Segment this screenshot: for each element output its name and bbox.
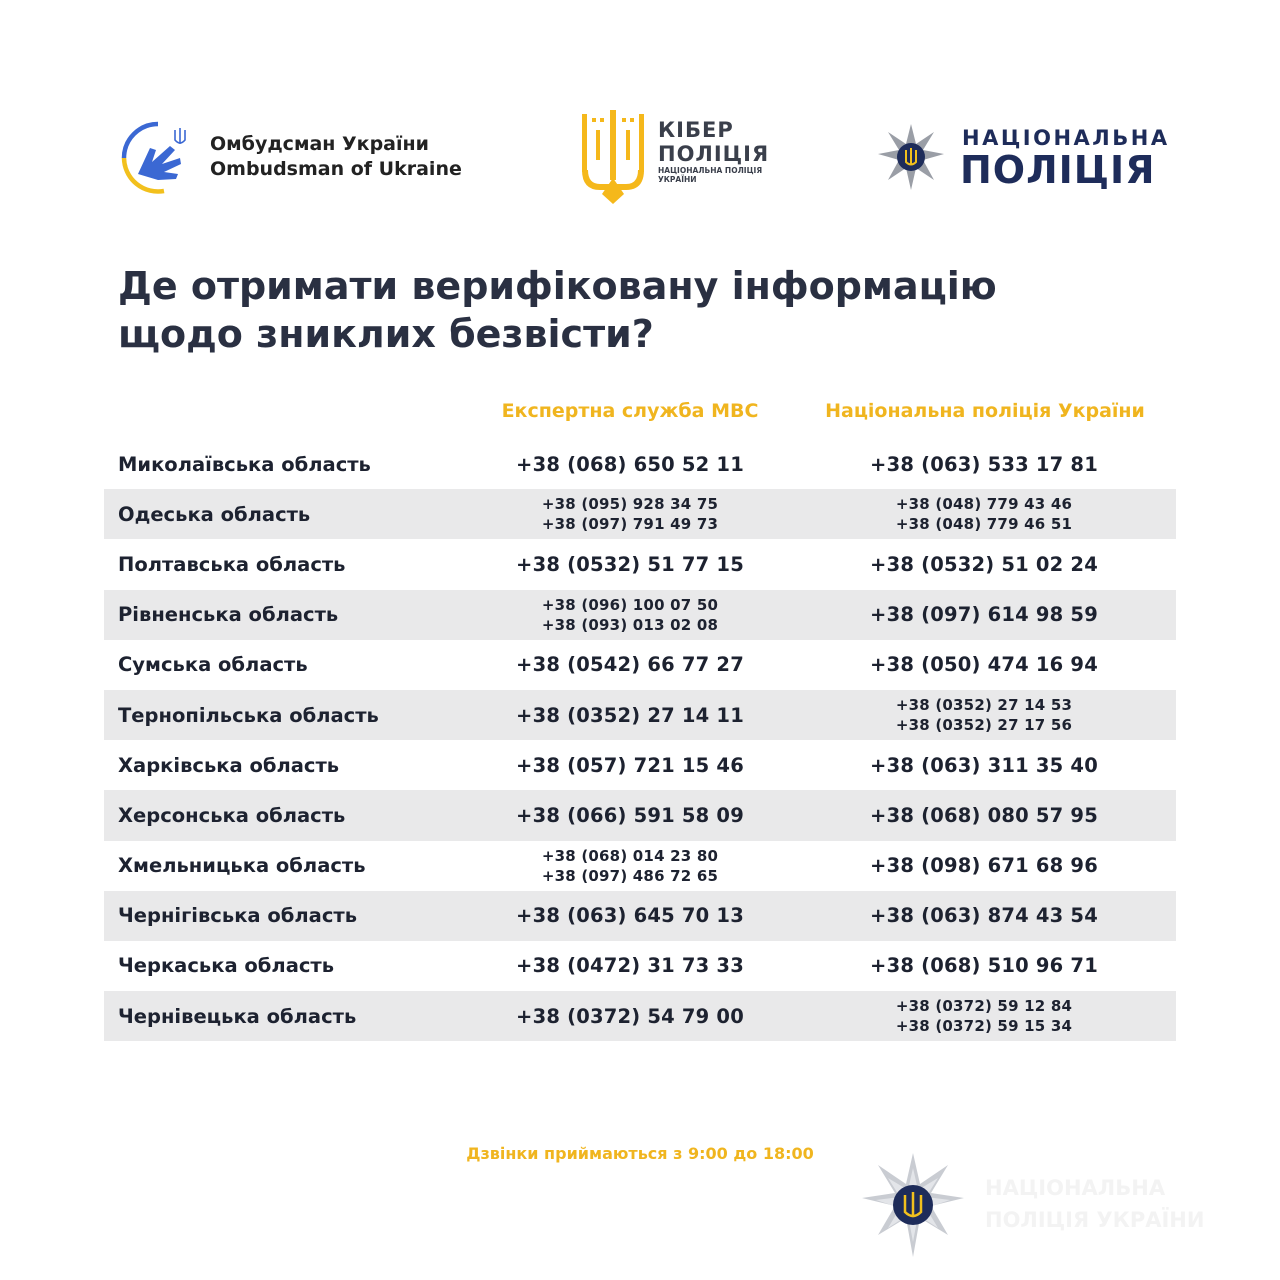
phone-number[interactable]: +38 (057) 721 15 46: [516, 753, 744, 777]
phone-number[interactable]: +38 (048) 779 43 46: [895, 495, 1073, 514]
np-phone-cell: [814, 489, 1154, 539]
region-name: Хмельницька область: [118, 854, 366, 878]
np-phone-cell: [814, 740, 1154, 790]
table-row: [104, 590, 1176, 640]
table-row: [104, 489, 1176, 539]
table-row: [104, 690, 1176, 740]
phone-number[interactable]: +38 (0352) 27 14 53: [895, 696, 1073, 715]
phone-number[interactable]: +38 (0532) 51 77 15: [516, 552, 744, 576]
region-name: Черкаська область: [118, 954, 335, 978]
cyber-title-1: КІБЕР: [658, 118, 734, 142]
np-phone-cell: [814, 841, 1154, 891]
police-title-2: ПОЛІЦІЯ: [960, 148, 1156, 192]
np-phone-cell: [814, 690, 1154, 740]
title-line-1: Де отримати верифіковану інформацію: [118, 264, 997, 308]
mvs-phone-cell: [470, 640, 790, 690]
phone-number[interactable]: +38 (068) 080 57 95: [870, 803, 1098, 827]
mvs-phone-cell: [470, 841, 790, 891]
cyber-police-logo: [578, 110, 798, 205]
np-phone-cell: [814, 439, 1154, 489]
phone-number[interactable]: +38 (063) 645 70 13: [516, 904, 744, 928]
phone-number[interactable]: +38 (097) 791 49 73: [541, 515, 719, 534]
np-phone-cell: [814, 991, 1154, 1041]
region-name: Харківська область: [118, 753, 340, 777]
np-phone-cell: [814, 891, 1154, 941]
page-title: [118, 262, 1118, 358]
region-name: Полтавська область: [118, 552, 346, 576]
ombudsman-hand-emblem-icon: [118, 118, 198, 198]
mvs-phone-cell: [470, 991, 790, 1041]
phone-number[interactable]: +38 (0472) 31 73 33: [516, 954, 744, 978]
police-watermark-text: [985, 1172, 1204, 1236]
phone-number[interactable]: +38 (093) 013 02 08: [541, 615, 719, 634]
region-name: Рівненська область: [118, 603, 339, 627]
phone-number[interactable]: +38 (0352) 27 17 56: [895, 716, 1073, 735]
phone-number[interactable]: +38 (0372) 59 12 84: [895, 997, 1073, 1016]
mvs-phone-cell: [470, 690, 790, 740]
table-row: [104, 740, 1176, 790]
phone-number[interactable]: +38 (095) 928 34 75: [541, 495, 719, 514]
cyber-title-2: ПОЛІЦІЯ: [658, 142, 770, 166]
cyber-trident-icon: [578, 110, 648, 205]
table-row: [104, 891, 1176, 941]
phone-number[interactable]: +38 (068) 014 23 80: [541, 846, 719, 865]
mvs-phone-cell: [470, 439, 790, 489]
phone-number[interactable]: +38 (0542) 66 77 27: [516, 653, 744, 677]
region-name: Тернопільська область: [118, 703, 379, 727]
region-name: Одеська область: [118, 502, 311, 526]
watermark-line-1: НАЦІОНАЛЬНА: [985, 1176, 1166, 1200]
np-phone-cell: [814, 941, 1154, 991]
phone-number[interactable]: +38 (063) 533 17 81: [870, 452, 1098, 476]
working-hours: Дзвінки приймаються з 9:00 до 18:00: [466, 1144, 814, 1163]
phone-number[interactable]: +38 (050) 474 16 94: [870, 653, 1098, 677]
region-name: Миколаївська область: [118, 452, 371, 476]
watermark-line-2: ПОЛІЦІЯ УКРАЇНИ: [985, 1208, 1205, 1232]
phone-number[interactable]: +38 (063) 874 43 54: [870, 904, 1098, 928]
table-row: [104, 991, 1176, 1041]
phone-number[interactable]: +38 (063) 311 35 40: [870, 753, 1098, 777]
table-row: [104, 790, 1176, 840]
table-row: [104, 640, 1176, 690]
phone-number[interactable]: +38 (068) 650 52 11: [516, 452, 744, 476]
phone-number[interactable]: +38 (048) 779 46 51: [895, 515, 1073, 534]
phone-number[interactable]: +38 (0532) 51 02 24: [870, 552, 1098, 576]
region-name: Сумська область: [118, 653, 308, 677]
np-phone-cell: [814, 590, 1154, 640]
phone-number[interactable]: +38 (0372) 54 79 00: [516, 1004, 744, 1028]
phone-number[interactable]: +38 (066) 591 58 09: [516, 803, 744, 827]
np-phone-cell: [814, 539, 1154, 589]
mvs-phone-cell: [470, 539, 790, 589]
column-header-mvs: Експертна служба МВС: [501, 400, 759, 422]
ombudsman-name-en: Ombudsman of Ukraine: [210, 158, 462, 180]
phone-number[interactable]: +38 (0352) 27 14 11: [516, 703, 744, 727]
np-phone-cell: [814, 640, 1154, 690]
table-row: [104, 841, 1176, 891]
mvs-phone-cell: [470, 489, 790, 539]
cyber-subtitle-2: УКРАЇНИ: [658, 175, 697, 184]
mvs-phone-cell: [470, 740, 790, 790]
national-police-logo: [876, 122, 1176, 194]
police-watermark-star-icon: [858, 1150, 968, 1260]
phone-number[interactable]: +38 (097) 614 98 59: [870, 603, 1098, 627]
contacts-table: [104, 439, 1176, 1041]
np-phone-cell: [814, 790, 1154, 840]
mvs-phone-cell: [470, 790, 790, 840]
mvs-phone-cell: [470, 891, 790, 941]
phone-number[interactable]: +38 (097) 486 72 65: [541, 866, 719, 885]
ombudsman-logo: [118, 118, 498, 198]
table-row: [104, 539, 1176, 589]
region-name: Чернівецька область: [118, 1004, 357, 1028]
police-title-1: НАЦІОНАЛЬНА: [962, 126, 1170, 150]
police-star-icon: [876, 122, 946, 192]
table-row: [104, 941, 1176, 991]
column-header-np: Національна поліція України: [825, 400, 1145, 422]
mvs-phone-cell: [470, 590, 790, 640]
mvs-phone-cell: [470, 941, 790, 991]
cyber-subtitle-1: НАЦІОНАЛЬНА ПОЛІЦІЯ: [658, 166, 763, 175]
title-line-2: щодо зниклих безвісти?: [118, 312, 654, 356]
phone-number[interactable]: +38 (068) 510 96 71: [870, 954, 1098, 978]
ombudsman-name-ua: Омбудсман України: [210, 133, 429, 155]
phone-number[interactable]: +38 (0372) 59 15 34: [895, 1017, 1073, 1036]
phone-number[interactable]: +38 (098) 671 68 96: [870, 854, 1098, 878]
phone-number[interactable]: +38 (096) 100 07 50: [541, 595, 719, 614]
region-name: Херсонська область: [118, 803, 346, 827]
region-name: Чернігівська область: [118, 904, 358, 928]
table-row: [104, 439, 1176, 489]
